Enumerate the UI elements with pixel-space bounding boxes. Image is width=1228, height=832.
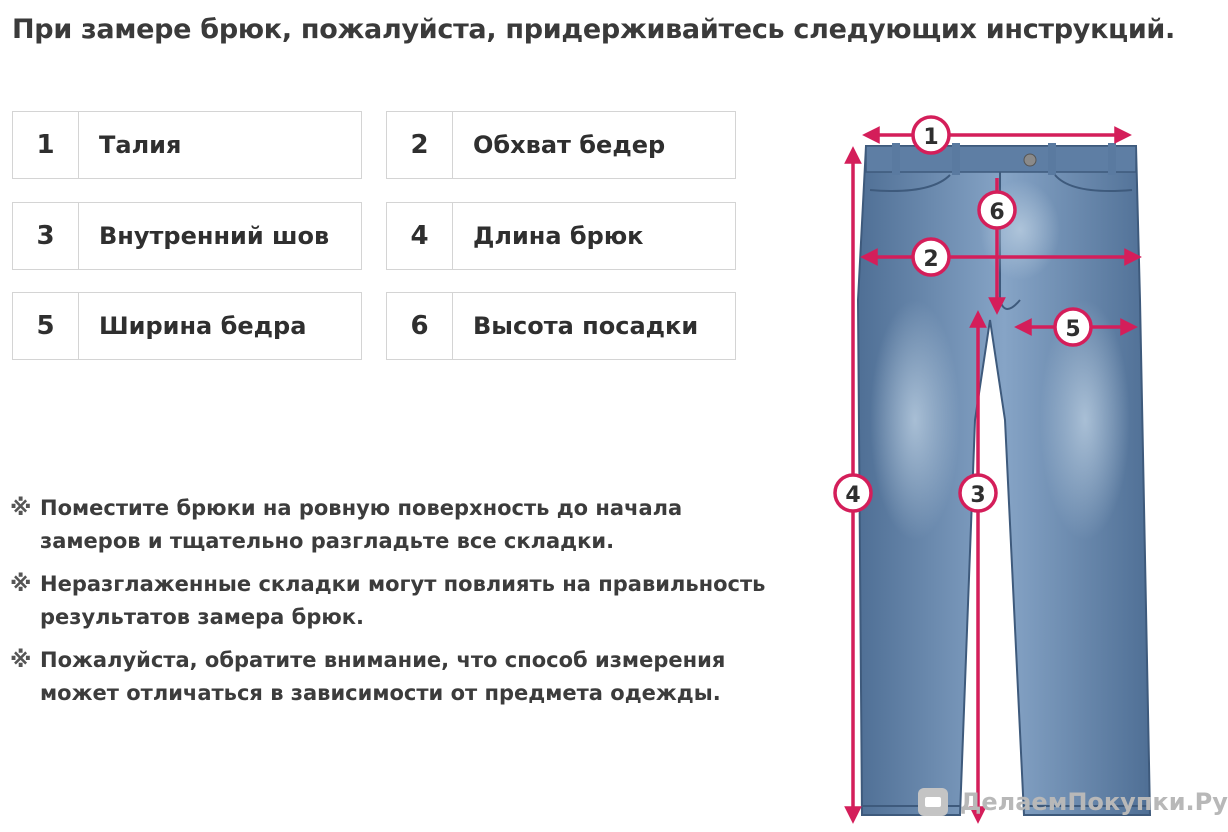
marker-5 xyxy=(1055,309,1091,345)
legend-item-rise xyxy=(386,292,736,360)
watermark-text: ДелаемПокупки.Ру xyxy=(960,788,1228,816)
marker-label: 3 xyxy=(970,483,986,508)
marker-label: 4 xyxy=(845,483,861,508)
reference-mark-icon: ※ xyxy=(10,572,32,597)
jeans-illustration xyxy=(858,143,1150,815)
legend-number: 5 xyxy=(13,293,79,359)
legend-label: Внутренний шов xyxy=(99,222,330,250)
legend-label: Талия xyxy=(99,131,182,159)
marker-label: 6 xyxy=(989,200,1005,225)
reference-mark-icon: ※ xyxy=(10,648,32,673)
reference-mark-icon: ※ xyxy=(10,496,32,521)
legend-item-hips xyxy=(386,111,736,179)
legend-item-waist xyxy=(12,111,362,179)
note-text: Неразглаженные складки могут повлиять на правильность результатов замера брюк. xyxy=(40,572,766,629)
legend-number: 3 xyxy=(13,203,79,269)
legend-label: Ширина бедра xyxy=(99,312,307,340)
marker-2 xyxy=(913,239,949,275)
note-item xyxy=(10,492,770,558)
note-item xyxy=(10,568,770,634)
legend-label: Обхват бедер xyxy=(473,131,666,159)
instruction-notes xyxy=(10,492,770,720)
legend-number: 1 xyxy=(13,112,79,178)
legend-item-thigh xyxy=(12,292,362,360)
marker-6 xyxy=(979,192,1015,228)
legend-number: 4 xyxy=(387,203,453,269)
legend-label: Длина брюк xyxy=(473,222,644,250)
note-text: Пожалуйста, обратите внимание, что способ измерения может отличаться в зависимости от предмета одежды. xyxy=(40,648,726,705)
legend-item-inseam xyxy=(12,202,362,270)
page-title: При замере брюк, пожалуйста, придерживайтесь следующих инструкций. xyxy=(12,14,1176,45)
marker-4 xyxy=(835,475,871,511)
marker-label: 5 xyxy=(1065,317,1081,342)
legend-item-length xyxy=(386,202,736,270)
cart-icon xyxy=(918,788,948,816)
note-item xyxy=(10,644,770,710)
marker-label: 2 xyxy=(923,247,939,272)
legend-label: Высота посадки xyxy=(473,312,699,340)
legend-number: 6 xyxy=(387,293,453,359)
marker-1 xyxy=(913,117,949,153)
note-text: Поместите брюки на ровную поверхность до начала замеров и тщательно разгладьте все складки. xyxy=(40,496,683,553)
watermark xyxy=(918,788,1228,816)
jeans-measurement-diagram xyxy=(780,100,1180,832)
marker-label: 1 xyxy=(923,125,939,150)
marker-3 xyxy=(960,475,996,511)
legend-number: 2 xyxy=(387,112,453,178)
